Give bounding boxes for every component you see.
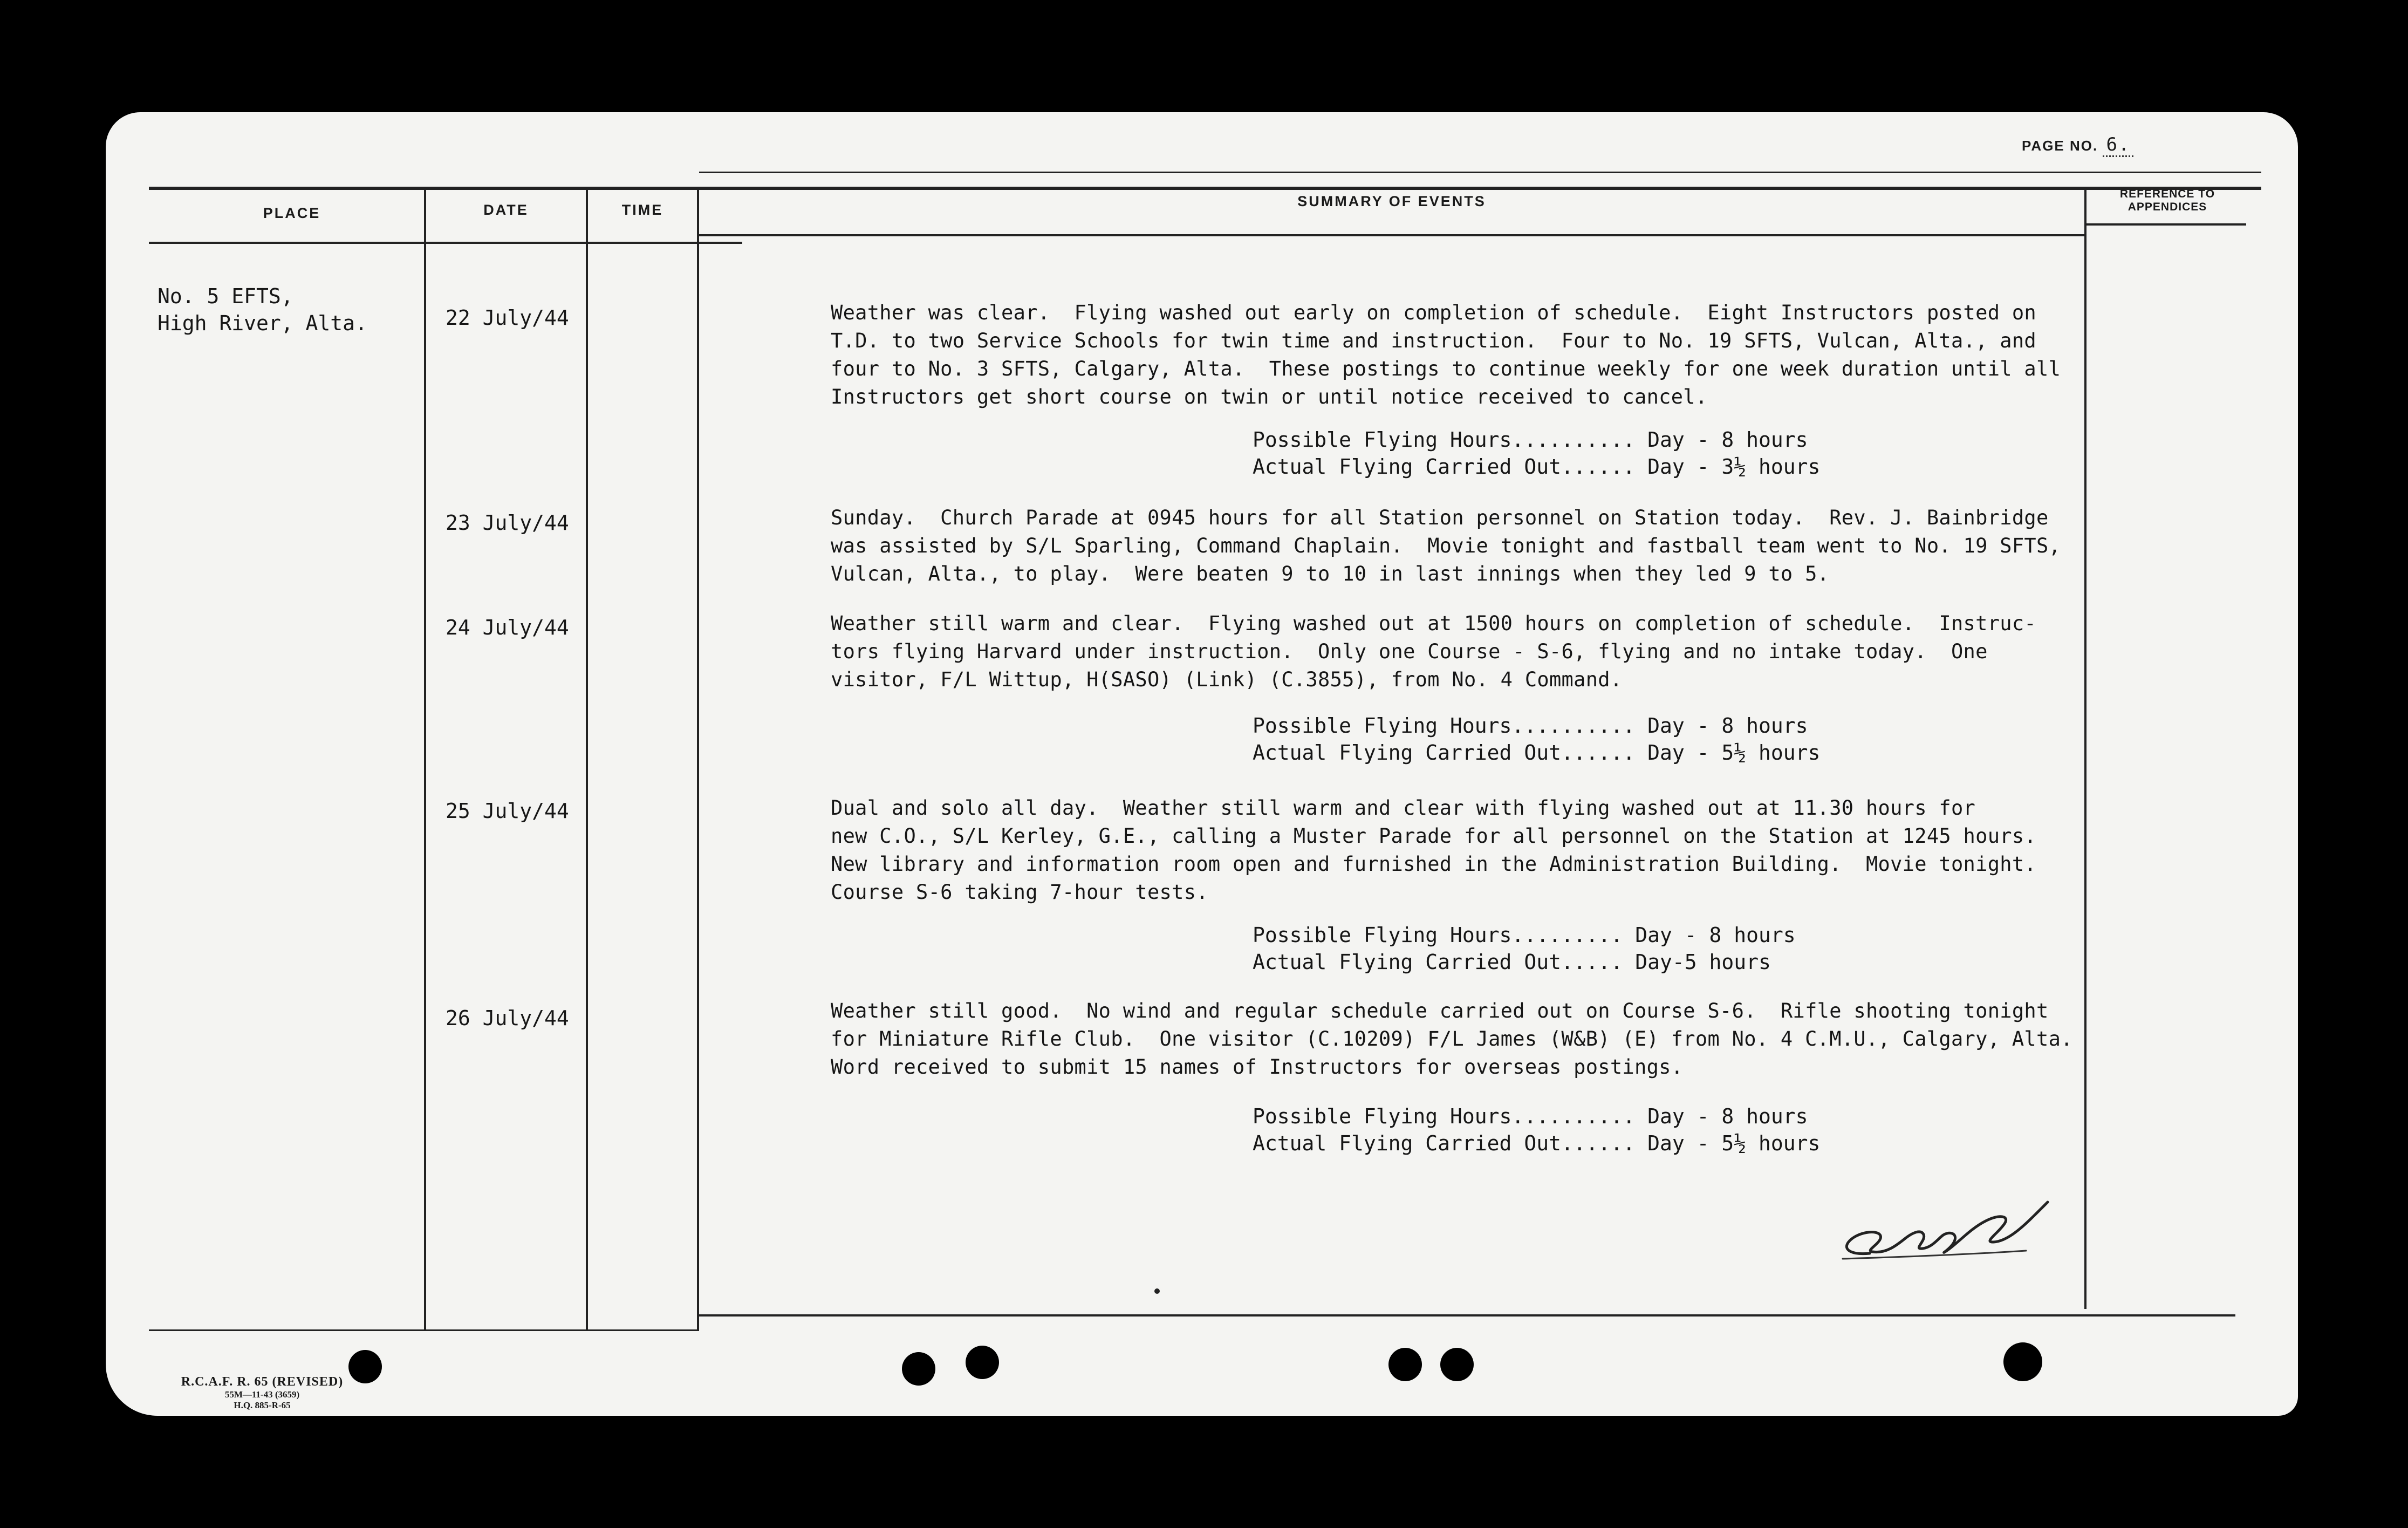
actual-flying-hours: Actual Flying Carried Out..... Day-5 hours bbox=[1253, 950, 1771, 974]
divider-date-time bbox=[586, 187, 588, 1329]
page-number bbox=[2022, 134, 2133, 155]
header-rule-left bbox=[149, 242, 742, 244]
page-number-label: PAGE NO. bbox=[2022, 138, 2098, 154]
punch-hole bbox=[1388, 1348, 1422, 1381]
form-code bbox=[149, 1375, 375, 1411]
actual-flying-hours: Actual Flying Carried Out...... Day - 5½ hours bbox=[1253, 1131, 1821, 1155]
place-line2: High River, Alta. bbox=[158, 311, 367, 335]
entry-date: 23 July/44 bbox=[446, 511, 569, 535]
header-date: DATE bbox=[483, 202, 529, 218]
header-time: TIME bbox=[621, 202, 663, 218]
actual-flying-hours: Actual Flying Carried Out...... Day - 5½ hours bbox=[1253, 741, 1821, 765]
entry-text-line: Course S-6 taking 7-hour tests. bbox=[831, 881, 1208, 904]
signature-initials bbox=[1832, 1191, 2080, 1267]
entry-text-line: four to No. 3 SFTS, Calgary, Alta. These postings to continue weekly for one week duration until all bbox=[831, 357, 2061, 380]
punch-hole bbox=[2003, 1342, 2042, 1381]
divider-time-summary bbox=[697, 187, 699, 1329]
header-reference-line2: APPENDICES bbox=[2127, 201, 2207, 213]
entry-text-line: Weather was clear. Flying washed out early on completion of schedule. Eight Instructors posted on bbox=[831, 301, 2037, 324]
entry-text-line: Word received to submit 15 names of Instructors for overseas postings. bbox=[831, 1055, 1684, 1079]
entry-date: 22 July/44 bbox=[446, 306, 569, 330]
header-reference bbox=[2087, 188, 2248, 214]
entry-text-line: Vulcan, Alta., to play. Were beaten 9 to 10 in last innings when they led 9 to 5. bbox=[831, 562, 1830, 585]
punch-hole bbox=[902, 1352, 935, 1386]
record-card bbox=[106, 112, 2298, 1416]
entry-text-line: was assisted by S/L Sparling, Command Chaplain. Movie tonight and fastball team went to No. 19 SFTS, bbox=[831, 534, 2061, 557]
divider-summary-reference bbox=[2084, 187, 2087, 1309]
place-line1: No. 5 EFTS, bbox=[158, 284, 293, 308]
form-code-line1: R.C.A.F. R. 65 (REVISED) bbox=[181, 1375, 344, 1389]
punch-hole bbox=[1440, 1348, 1474, 1381]
entry-text-line: New library and information room open and furnished in the Administration Building. Movie tonight. bbox=[831, 852, 2037, 876]
divider-place-date bbox=[424, 187, 426, 1329]
header-rule-reference bbox=[2084, 223, 2246, 226]
entry-text-line: Dual and solo all day. Weather still warm and clear with flying washed out at 11.30 hours for bbox=[831, 796, 1976, 820]
entry-date: 25 July/44 bbox=[446, 799, 569, 823]
top-rule bbox=[149, 187, 2261, 190]
entry-text-line: visitor, F/L Wittup, H(SASO) (Link) (C.3855), from No. 4 Command. bbox=[831, 668, 1623, 691]
entry-text-line: tors flying Harvard under instruction. Only one Course - S-6, flying and no intake today. One bbox=[831, 640, 1988, 663]
page-number-value: 6. bbox=[2103, 134, 2133, 157]
possible-flying-hours: Possible Flying Hours.......... Day - 8 hours bbox=[1253, 428, 1808, 452]
actual-flying-hours: Actual Flying Carried Out...... Day - 3½ hours bbox=[1253, 455, 1821, 479]
header-summary: SUMMARY OF EVENTS bbox=[1297, 193, 1486, 209]
header-reference-line1: REFERENCE TO bbox=[2119, 188, 2215, 200]
entry-text-line: for Miniature Rifle Club. One visitor (C.10209) F/L James (W&B) (E) from No. 4 C.M.U., Calgary, Alta. bbox=[831, 1027, 2073, 1050]
possible-flying-hours: Possible Flying Hours.......... Day - 8 hours bbox=[1253, 1104, 1808, 1128]
entry-date: 26 July/44 bbox=[446, 1006, 569, 1030]
possible-flying-hours: Possible Flying Hours......... Day - 8 hours bbox=[1253, 923, 1796, 947]
form-code-line2: 55M—11-43 (3659) bbox=[224, 1389, 300, 1400]
entry-text-line: new C.O., S/L Kerley, G.E., calling a Muster Parade for all personnel on the Station at 1245 hours. bbox=[831, 824, 2037, 848]
header-rule-summary bbox=[697, 234, 2084, 236]
bottom-rule-summary bbox=[697, 1314, 2235, 1316]
entry-text-line: Sunday. Church Parade at 0945 hours for all Station personnel on Station today. Rev. J. Bainbridge bbox=[831, 506, 2049, 529]
header-place: PLACE bbox=[263, 205, 321, 221]
speck bbox=[1154, 1288, 1160, 1294]
entry-date: 24 July/44 bbox=[446, 616, 569, 639]
entry-text-line: Instructors get short course on twin or until notice received to cancel. bbox=[831, 385, 1708, 408]
form-code-line3: H.Q. 885-R-65 bbox=[234, 1400, 291, 1410]
bottom-rule-left bbox=[149, 1329, 699, 1331]
punch-hole bbox=[966, 1346, 999, 1379]
punch-hole bbox=[348, 1350, 382, 1383]
entry-text-line: Weather still good. No wind and regular schedule carried out on Course S-6. Rifle shooting tonight bbox=[831, 999, 2049, 1022]
entry-text-line: Weather still warm and clear. Flying washed out at 1500 hours on completion of schedule. Instruc- bbox=[831, 612, 2037, 635]
possible-flying-hours: Possible Flying Hours.......... Day - 8 hours bbox=[1253, 714, 1808, 738]
entry-text-line: T.D. to two Service Schools for twin time and instruction. Four to No. 19 SFTS, Vulcan, Alta., and bbox=[831, 329, 2037, 352]
top-rule-upper bbox=[699, 172, 2261, 173]
